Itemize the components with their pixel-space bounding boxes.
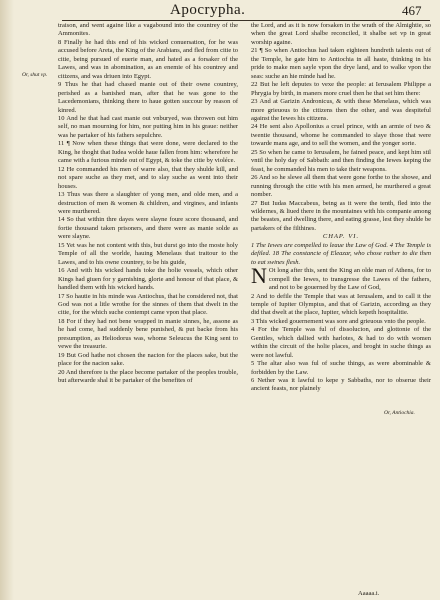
verse-paragraph: 27 But Iudas Maccabeus, being as it were the tenth, fled into the wildernes, & liued there in the mountaines with his companie among the beastes, and dwelling there, and eating grasse, lest they shulde be partakers of the filthines.	[251, 199, 431, 232]
verse-paragraph: traison, and went againe like a vagabound into the countrey of the Ammonites.	[58, 22, 238, 38]
header-rule	[62, 20, 430, 21]
margin-note-left: Or, shut vp.	[22, 72, 48, 78]
verse-paragraph: the Lord, and as it is now forsaken in the wrath of the Almightie, so when the great Lord shalbe reconciled, it shalbe set vp in great worship againe.	[251, 22, 431, 46]
right-column	[251, 22, 431, 394]
verse-paragraph: 14 So that within thre dayes were slayne foure score thousand, and fortie thousand taken prisoners, and there were as manie solde as were slayne.	[58, 216, 238, 241]
left-column	[58, 22, 238, 385]
chapter-summary: 1 The Iewes are compelled to leaue the Law of God. 4 The Temple is defiled. 18 The constancie of Eleazar, who chose rather to die then to eat swines flesh.	[251, 241, 431, 266]
page-header	[0, 0, 440, 20]
verse-paragraph: 11 ¶ Now when these things that were done, were declared to the King, he thoght that Iudea wolde haue fallen from him: wherefore he came with a furious minde out of Egypt, & toke the citie by violéce.	[58, 140, 238, 165]
verse-paragraph: 16 And with his wicked hands toke the holie vessels, which other Kings had giuen for y garnishing, glorie and honour of that place, & handled them with his wicked hands.	[58, 267, 238, 292]
chapter-first-verse	[251, 263, 431, 292]
verse-paragraph: 23 And at Garizin Andronicus, & with these Menelaus, which was more grieuous to the citizens then the other, and was despiteful against the Iewes his citizens.	[251, 98, 431, 122]
page-gutter-shadow	[0, 0, 14, 600]
verse-paragraph: 26 And so he slewe all them that were gone forthe to the showe, and running through the citie with his men armed, he murthered a great nomber.	[251, 174, 431, 199]
first-verse-text: Ot long after this, sent the King an olde man of Athens, for to compell the Iewes, to transgresse the Lawes of the fathers, and not to be gouerned by the Law of God,	[268, 267, 431, 292]
page-number: 467	[402, 3, 422, 18]
signature-mark: Aaaaa.i.	[358, 590, 380, 597]
verse-paragraph: 4 For the Temple was ful of dissolucion, and glottonie of the Gentiles, which dallied with harlotes, & had to do with women within the circuit of the holie places, and broght in suche things as were not lawful.	[251, 326, 431, 359]
verse-paragraph: 2 And to defile the Temple that was at Ierusalem, and to call it the temple of Iupiter Olympius, and that of Garizin, according as they did that dwelt at the place, Iupiter, which kepeth hospitalitie.	[251, 292, 431, 317]
verse-paragraph: 24 He sent also Apollonius a cruel prince, with an armie of two & twentie thousand, whome he commanded to slaye those that were towarde mans age, and to sell the women, and the yonger sorte.	[251, 123, 431, 148]
verse-paragraph: 25 So when he came to Ierusalem, he fained peace, and kept him stil vntil the holy day of Sabbath: and then finding the Iewes keping the feast, he commanded his men to take their weapons.	[251, 148, 431, 173]
verse-paragraph: 9 Thus he that had chased manie out of their owne countrey, perished as a banished man, after that he was gone to the Lacedemonians, thinking there to haue gotten succour by reason of kinred.	[58, 81, 238, 114]
verse-paragraph: 19 But God hathe not chosen the nacion for the places sake, but the place for the nacion sake.	[58, 351, 238, 368]
verse-paragraph: 20 And therefore is the place become partaker of the peoples trouble, but afterwarde shal it be partaker of the benefites of	[58, 368, 238, 385]
chapter-heading: CHAP. VI.	[322, 233, 360, 241]
verse-paragraph: 10 And he that had cast manie out vnburyed, was throwen out him self, no man mourning for him, nor putting him in his graue: neither was he partaker of his fathers sepulchre.	[58, 114, 238, 139]
verse-paragraph: 12 He commanded his men of warre also, that they shulde kill, and not spare suche as they met, and to slay suche as went into their houses.	[58, 165, 238, 190]
verse-paragraph: 17 So hautie in his minde was Antiochus, that he considered not, that God was not a litle wrothe for the sinnes of them that dwelt in the citie, for the which suche contempt came vpon that place.	[58, 292, 238, 317]
verse-paragraph: 18 For if they had not bene wrapped in manie sinnes, he, assone as he had come, had suddenly bene punished, & put backe from his presumption, as Heliodorus was, whome Seleucus the King sent to vewe the treasurie.	[58, 317, 238, 351]
running-title: Apocrypha.	[170, 2, 246, 18]
drop-cap: N	[251, 263, 267, 289]
margin-note-right: Or, Antiochia.	[384, 410, 415, 416]
verse-paragraph: 13 Thus was there a slaughter of yong men, and olde men, and a destruction of men & women & children, and virgines, and infants were murthered.	[58, 191, 238, 215]
verse-paragraph: 3 This wicked gouernement was sore and grieuous vnto the people.	[251, 317, 426, 325]
verse-paragraph: 8 Finally he had this end of his wicked conuersation, for he was accused before Areta, the King of the Arabians, and fled from citie to citie, being pursued of euerie man, and hated as a forsaker of the Lawes, and was in abomination, as an enemie of his countrey and citizens, and was driuen into Egypt.	[58, 38, 238, 80]
verse-paragraph: 22 But he left deputes to vexe the people: at Ierusalem Philippe a Phrygia by birth, in maners more cruel then he that set him there:	[251, 81, 431, 97]
verse-paragraph: 5 The altar also was ful of suche things, as were abominable & forbidden by the Law.	[251, 360, 431, 376]
verse-paragraph: 21 ¶ So when Antiochus had taken eighteen hundreth talents out of the Temple, he gate him to Antiochia in all haste, thinking in his pride to make men sayle vpon the drye land, and to walke vpon the seas: suche an hie minde had he.	[251, 47, 431, 80]
verse-paragraph: 15 Yet was he not content with this, but durst go into the moste holy Temple of all the worlde, hauing Menelaus that traitour to the Lawes, and to his owne countrey, to be his guide,	[58, 241, 238, 266]
verse-paragraph: 6 Nether was it lawful to kepe y Sabbaths, nor to obserue their ancient feasts, nor plainely	[251, 377, 431, 393]
